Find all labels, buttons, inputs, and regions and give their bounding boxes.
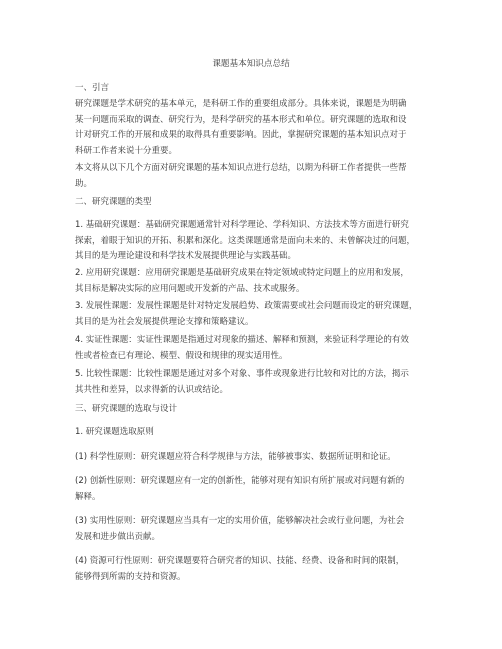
paragraph-line: 其目的是为社会发展提供理论支撑和策略建议。 xyxy=(75,316,254,327)
document-title: 课题基本知识点总结 xyxy=(212,59,290,69)
type-item-2 xyxy=(75,266,425,297)
heading-text: 1. 研究课题选取原则 xyxy=(75,427,154,437)
subheading-principles xyxy=(75,425,425,441)
section-heading-selection xyxy=(75,402,425,418)
heading-text: 二、研究课题的类型 xyxy=(75,197,152,207)
intro-paragraph-1 xyxy=(75,97,425,159)
paragraph-line: 助。 xyxy=(75,178,93,189)
heading-text: 一、引言 xyxy=(75,83,110,93)
paragraph-line: 3. 发展性课题：发展性课题是针对特定发展趋势、政策需要或社会问题而设定的研究课题， xyxy=(75,301,418,311)
paragraph-line: (2) 创新性原则：研究课题应有一定的创新性，能够对现有知识有所扩展或对问题有新的 xyxy=(75,476,405,486)
paragraph-line: 探索，着眼于知识的开拓、积累和深化。这类课题通常是面向未来的、未曾解决过的问题， xyxy=(75,235,416,246)
principle-item-4 xyxy=(75,554,425,585)
type-item-4 xyxy=(75,333,425,364)
paragraph-line: 计对研究工作的开展和成果的取得具有重要影响。因此，掌握研究课题的基本知识点对于 xyxy=(75,130,407,140)
paragraph-line: 本文将从以下几个方面对研究课题的基本知识点进行总结，以期为科研工作者提供一些帮 xyxy=(75,163,407,173)
paragraph-line: 研究课题是学术研究的基本单元，是科研工作的重要组成部分。具体来说，课题是为明确 xyxy=(75,99,407,109)
paragraph-line: (3) 实用性原则：研究课题应当具有一定的实用价值，能够解决社会或行业问题，为社会 xyxy=(75,516,405,526)
paragraph-line: 2. 应用研究课题：应用研究课题是基础研究成果在特定领域或特定问题上的应用和发展， xyxy=(75,268,409,278)
paragraph-line: (1) 科学性原则：研究课题应符合科学规律与方法，能够被事实、数据所证明和论证。 xyxy=(75,452,396,462)
paragraph-line: 能够得到所需的支持和资源。 xyxy=(75,571,186,582)
intro-paragraph-2 xyxy=(75,161,425,192)
paragraph-line: 科研工作者来说十分重要。 xyxy=(75,145,178,156)
paragraph-line: 性或者检查已有理论、模型、假设和规律的现实适用性。 xyxy=(75,350,288,361)
section-heading-types xyxy=(75,195,425,211)
type-item-5 xyxy=(75,367,425,398)
paragraph-line: 解释。 xyxy=(75,491,101,502)
paragraph-line: 发展和进步做出贡献。 xyxy=(75,531,161,542)
paragraph-line: 某一问题而采取的调查、研究行为，是科学研究的基本形式和单位。研究课题的选取和设 xyxy=(75,114,407,125)
paragraph-line: 4. 实证性课题：实证性课题是指通过对现象的描述、解释和预测，来验证科学理论的有效 xyxy=(75,335,409,345)
principle-item-3 xyxy=(75,514,425,545)
type-item-3 xyxy=(75,299,425,330)
section-heading-intro xyxy=(75,81,425,97)
paragraph-line: 其共性和差异，以求得新的认识或结论。 xyxy=(75,384,229,395)
paragraph-line: 其目的是为理论建设和科学技术发展提供理论与实践基础。 xyxy=(75,251,297,261)
paragraph-line: 1. 基础研究课题：基础研究课题通常针对科学理论、学科知识、方法技术等方面进行研究 xyxy=(75,220,409,230)
principle-item-1 xyxy=(75,450,425,466)
paragraph-line: (4) 资源可行性原则：研究课题要符合研究者的知识、技能、经费、设备和时间的限制， xyxy=(75,556,405,566)
paragraph-line: 5. 比较性课题：比较性课题是通过对多个对象、事件或现象进行比较和对比的方法，揭示 xyxy=(75,369,409,379)
type-item-1 xyxy=(75,218,425,265)
heading-text: 三、研究课题的选取与设计 xyxy=(75,404,178,414)
paragraph-line: 其目标是解决实际的应用问题或开发新的产品、技术或服务。 xyxy=(75,283,305,294)
principle-item-2 xyxy=(75,474,425,505)
